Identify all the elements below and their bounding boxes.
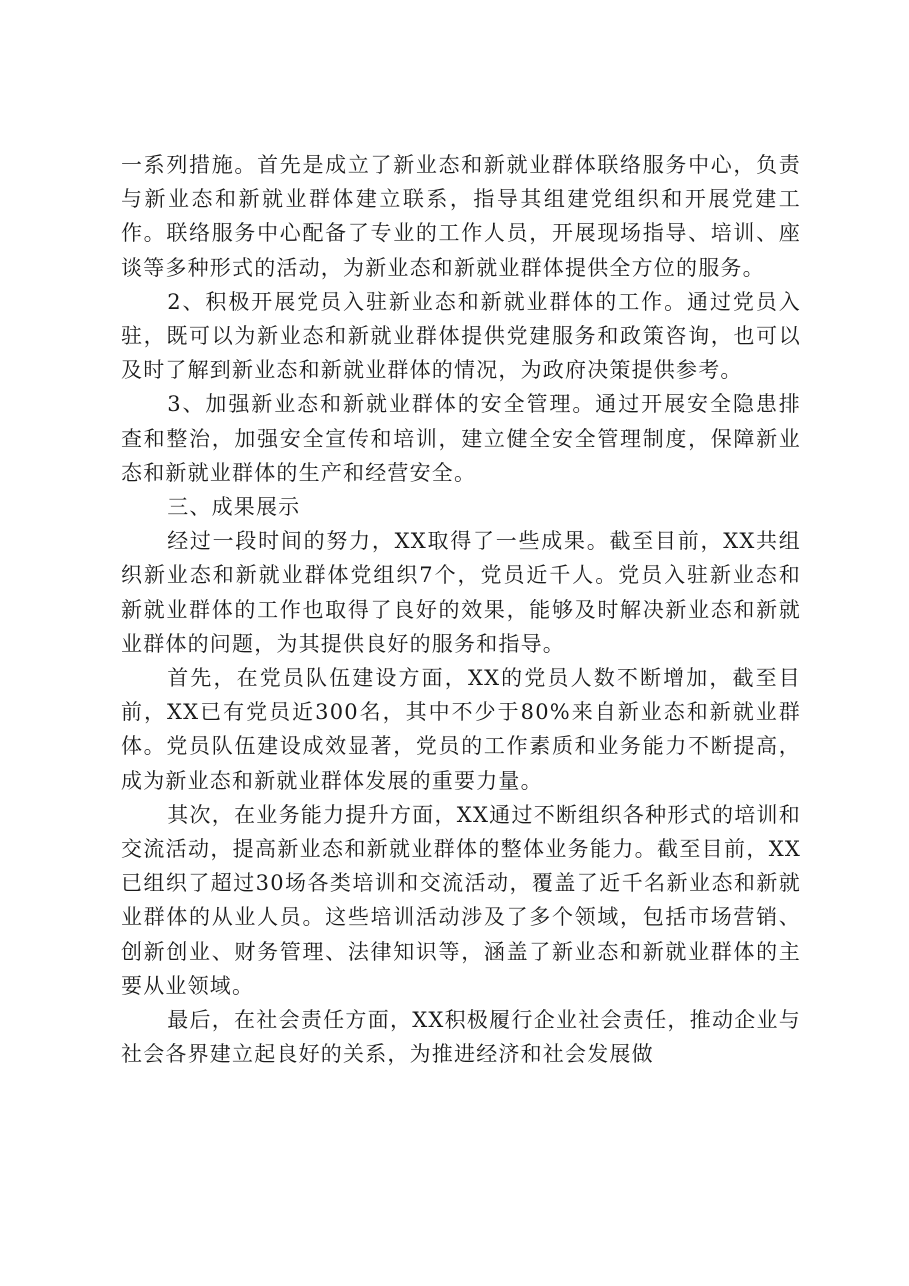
paragraph-safety-management: 3、加强新业态和新就业群体的安全管理。通过开展安全隐患排查和整治，加强安全宣传和培训，建立健全安全管理制度，保障新业态和新就业群体的生产和经营安全。 [121,392,801,485]
paragraph-capability-improvement: 其次，在业务能力提升方面，XX通过不断组织各种形式的培训和交流活动，提高新业态和新就业群体的整体业务能力。截至目前，XX已组织了超过30场各类培训和交流活动，覆盖了近千名新业态和新就业群体的从业人员。这些培训活动涉及了多个领域，包括市场营销、创新创业、财务管理、法律知识等，涵盖了新业态和新就业群体的主要从业领域。 [121,802,801,998]
section-heading-results: 三、成果展示 [167,495,301,520]
paragraph-party-members-stationed: 2、积极开展党员入驻新业态和新就业群体的工作。通过党员入驻，既可以为新业态和新就业群体提供党建服务和政策咨询，也可以及时了解到新业态和新就业群体的情况，为政府决策提供参考。 [121,289,801,383]
paragraph-measures-intro: 一系列措施。首先是成立了新业态和新就业群体联络服务中心，负责与新业态和新就业群体建立联系，指导其组建党组织和开展党建工作。联络服务中心配备了专业的工作人员，开展现场指导、培训、座谈等多种形式的活动，为新业态和新就业群体提供全方位的服务。 [121,153,801,280]
document-body [121,148,801,1071]
paragraph-social-responsibility: 最后，在社会责任方面，XX积极履行企业社会责任，推动企业与社会各界建立起良好的关系，为推进经济和社会发展做 [121,1008,801,1067]
paragraph-results-overview: 经过一段时间的努力，XX取得了一些成果。截至目前，XX共组织新业态和新就业群体党组织7个，党员近千人。党员入驻新业态和新就业群体的工作也取得了良好的效果，能够及时解决新业态和新就业群体的问题，为其提供良好的服务和指导。 [121,529,801,656]
paragraph-team-building: 首先，在党员队伍建设方面，XX的党员人数不断增加，截至目前，XX已有党员近300名，其中不少于80%来自新业态和新就业群体。党员队伍建设成效显著，党员的工作素质和业务能力不断提高，成为新业态和新就业群体发展的重要力量。 [121,666,801,793]
